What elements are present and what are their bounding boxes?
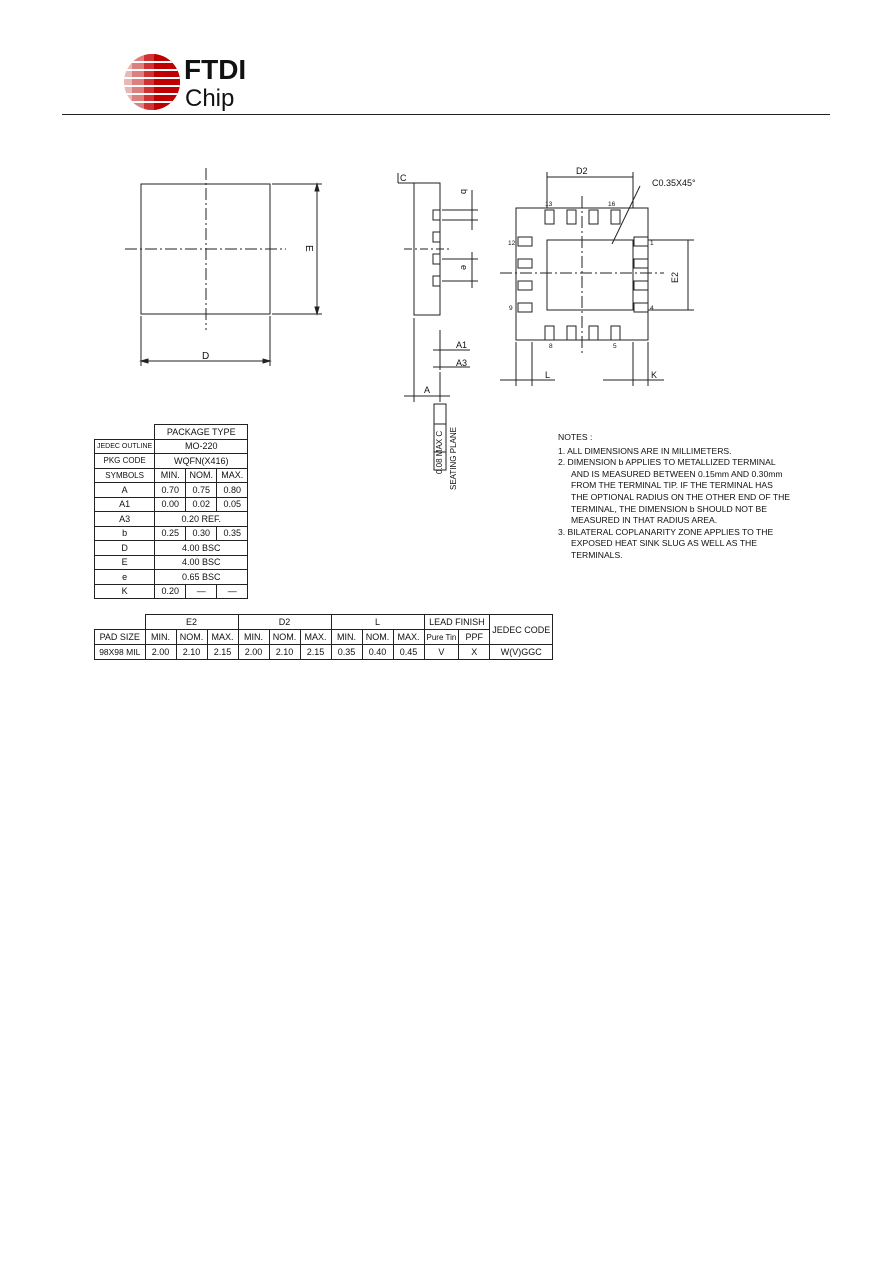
l-group-header: L [331, 615, 424, 630]
d2-group-header: D2 [238, 615, 331, 630]
coplanarity-tolerance: 0.08 MAX C [435, 430, 444, 474]
table-row: D 4.00 BSC [95, 541, 248, 556]
table-row: A1 0.00 0.02 0.05 [95, 497, 248, 512]
note-2-line: TERMINAL, THE DIMENSION b SHOULD NOT BE [571, 503, 767, 514]
e2-group-header: E2 [145, 615, 238, 630]
logo-text-chip: Chip [185, 85, 235, 112]
note-3-line: TERMINALS. [571, 549, 623, 560]
table-row: E 4.00 BSC [95, 555, 248, 570]
exposed-pad [547, 240, 633, 310]
note-3-line: 3. BILATERAL COPLANARITY ZONE APPLIES TO THE [558, 526, 774, 537]
note-2-line: AND IS MEASURED BETWEEN 0.15mm AND 0.30mm [571, 468, 783, 479]
datum-label-C: C [400, 173, 407, 183]
pin-number-13: 13 [545, 201, 553, 208]
table-row: SYMBOLS MIN. NOM. MAX. [95, 468, 248, 483]
dim-label-A: A [424, 385, 431, 395]
jedec-code-header: JEDEC CODE [490, 615, 553, 645]
package-dimension-table [94, 424, 248, 599]
table-row: e 0.65 BSC [95, 570, 248, 585]
note-2-line: 2. DIMENSION b APPLIES TO METALLIZED TERMINAL [558, 457, 776, 468]
table-row: A 0.70 0.75 0.80 [95, 483, 248, 498]
table-row: 98X98 MIL 2.00 2.10 2.15 2.00 2.10 2.15 0.35 0.40 0.45 V X W(V)GGC [95, 645, 553, 660]
dim-label-E: E [303, 245, 314, 252]
pad-size-header: PAD SIZE [95, 630, 146, 645]
note-2-line: MEASURED IN THAT RADIUS AREA. [571, 515, 718, 526]
note-3-line: EXPOSED HEAT SINK SLUG AS WELL AS THE [571, 538, 757, 549]
pad-size-table: E2 D2 L LEAD FINISH JEDEC CODE PAD SIZE MIN. NOM. MAX. MIN. NOM. MAX. MIN. NOM. MAX. Pure Tin PPF 98X98 MIL 2.00 2.10 2.15 2.00 2.10 2.15 0.35 0.40 0.45 V X W(V)GGC [94, 614, 553, 660]
pin-number-16: 16 [608, 201, 616, 208]
dim-label-A1: A1 [456, 340, 468, 350]
pin-number-12: 12 [508, 240, 516, 247]
note-2-line: THE OPTIONAL RADIUS ON THE OTHER END OF THE [571, 491, 791, 502]
pin-number-4: 4 [650, 305, 654, 312]
dim-label-e: e [459, 265, 469, 271]
notes-title: NOTES : [558, 432, 593, 442]
pin-number-8: 8 [549, 343, 553, 350]
dim-label-D: D [202, 351, 210, 362]
table-row: PKG CODE WQFN(X416) [95, 454, 248, 469]
lead-finish-header: LEAD FINISH [424, 615, 490, 630]
logo-text-ftdi: FTDI [184, 54, 247, 85]
chamfer-label: C0.35X45° [652, 178, 696, 188]
drawing-notes [558, 432, 808, 562]
package-type-header: PACKAGE TYPE [155, 425, 248, 440]
dim-label-D2: D2 [576, 166, 588, 176]
table-row: b 0.25 0.30 0.35 [95, 526, 248, 541]
dim-label-L: L [545, 370, 551, 380]
table-row: A3 0.20 REF. [95, 512, 248, 527]
dim-label-E2: E2 [670, 271, 680, 283]
dim-label-K: K [651, 370, 658, 380]
note-2-line: FROM THE TERMINAL TIP. IF THE TERMINAL HAS [571, 480, 773, 491]
pin-number-5: 5 [613, 343, 617, 350]
table-row: JEDEC OUTLINE MO-220 [95, 439, 248, 454]
seating-plane-label: SEATING PLANE [449, 427, 458, 490]
pin-number-9: 9 [509, 305, 513, 312]
dim-label-b: b [459, 189, 469, 195]
pin-number-1: 1 [650, 240, 654, 247]
note-1: 1. ALL DIMENSIONS ARE IN MILLIMETERS. [558, 445, 732, 456]
dim-label-A3: A3 [456, 358, 468, 368]
table-row: K 0.20 — — [95, 584, 248, 599]
